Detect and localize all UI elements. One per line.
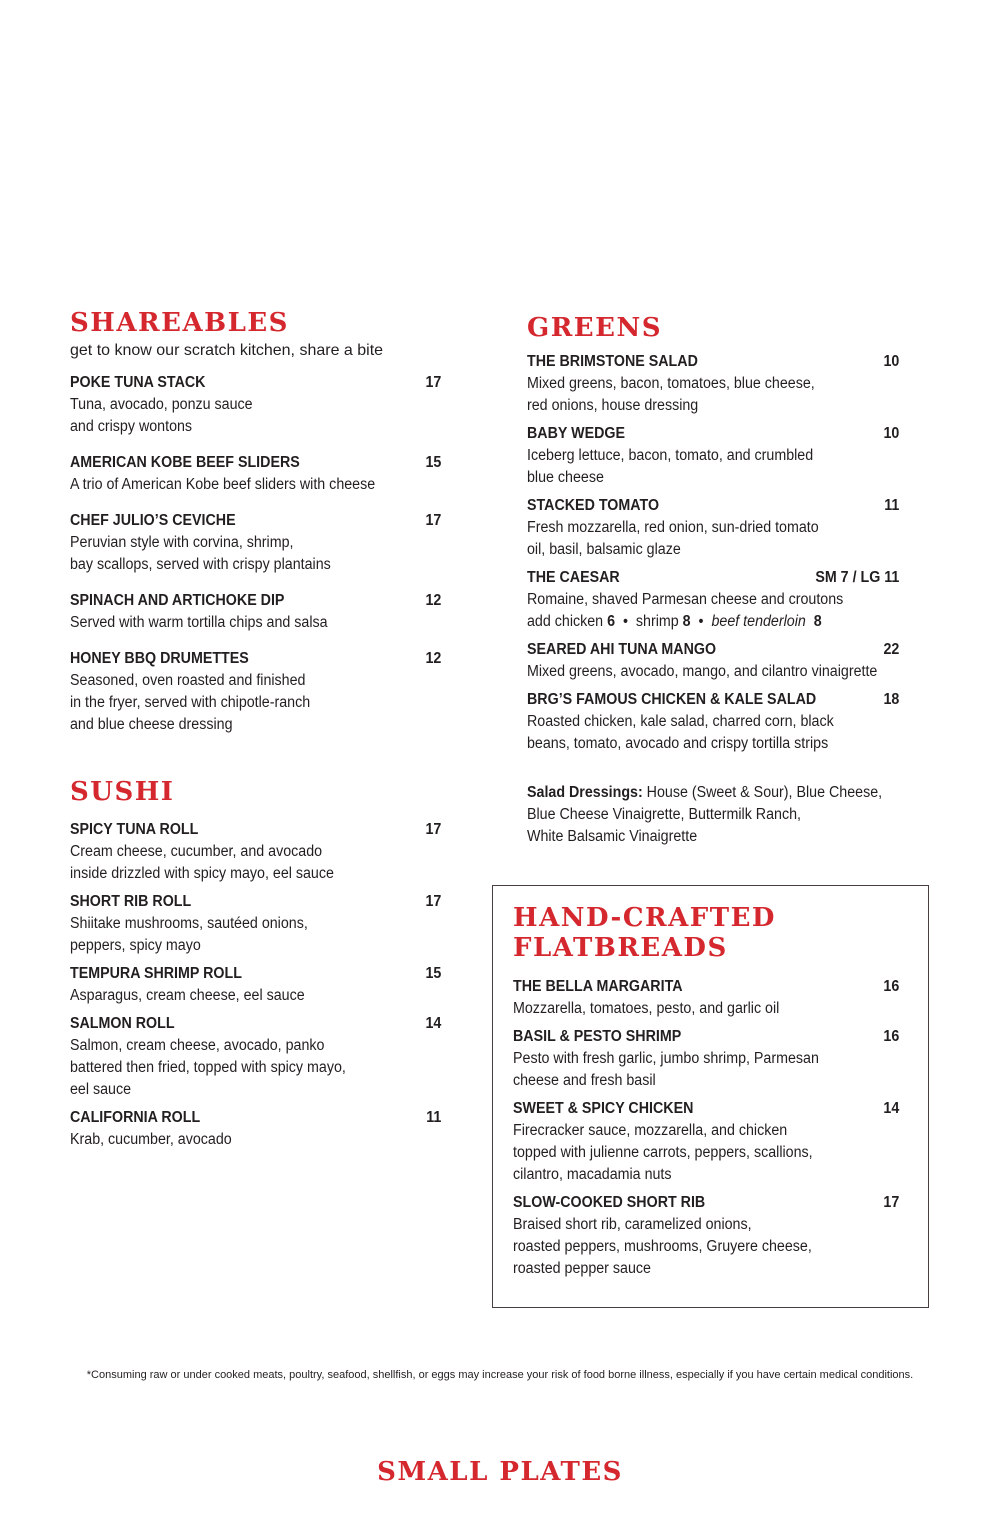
item-description: Mozzarella, tomatoes, pesto, and garlic oil <box>513 1000 780 1017</box>
dressings-label: Salad Dressings: <box>527 784 643 801</box>
item-description: and blue cheese dressing <box>70 716 233 733</box>
item-name: SALMON ROLL <box>70 1015 175 1032</box>
item-description: topped with julienne carrots, peppers, scallions, <box>513 1144 813 1161</box>
item-description: Mixed greens, bacon, tomatoes, blue cheese, <box>527 375 815 392</box>
item-price: 11 <box>426 1109 442 1126</box>
section-title: SHAREABLES <box>70 308 289 338</box>
item-description: Krab, cucumber, avocado <box>70 1131 232 1148</box>
dressings-text: House (Sweet & Sour), Blue Cheese, <box>646 784 883 801</box>
item-name: AMERICAN KOBE BEEF SLIDERS <box>70 454 300 471</box>
item-description: Salmon, cream cheese, avocado, panko <box>70 1037 325 1054</box>
item-price: 17 <box>425 374 442 391</box>
section-title: HAND-CRAFTED <box>513 903 776 933</box>
menu-item <box>70 510 442 576</box>
item-name: THE BRIMSTONE SALAD <box>527 353 698 370</box>
item-description: Iceberg lettuce, bacon, tomato, and crumbled <box>527 447 814 464</box>
item-price: 10 <box>883 425 900 442</box>
menu-item <box>527 351 900 417</box>
item-price: 15 <box>425 965 442 982</box>
menu-item <box>527 495 900 561</box>
item-price: 18 <box>883 691 900 708</box>
item-description: inside drizzled with spicy mayo, eel sauce <box>70 865 334 882</box>
menu-item <box>70 891 442 957</box>
item-description: in the fryer, served with chipotle-ranch <box>70 694 311 711</box>
menu-item <box>70 819 442 885</box>
item-price: 11 <box>884 497 900 514</box>
item-name: TEMPURA SHRIMP ROLL <box>70 965 242 982</box>
menu-item <box>513 1098 900 1186</box>
item-name: CHEF JULIO’S CEVICHE <box>70 512 236 529</box>
section-title: SMALL PLATES <box>377 1457 623 1487</box>
item-description: Mixed greens, avocado, mango, and cilantro vinaigrette <box>527 663 878 680</box>
item-description: Served with warm tortilla chips and salsa <box>70 614 328 631</box>
item-price: 17 <box>883 1194 900 1211</box>
item-description: Roasted chicken, kale salad, charred corn, black <box>527 713 834 730</box>
menu-item <box>527 639 900 683</box>
item-name: HONEY BBQ DRUMETTES <box>70 650 249 667</box>
item-description: oil, basil, balsamic glaze <box>527 541 681 558</box>
item-price: 17 <box>425 821 442 838</box>
menu-item <box>70 1107 442 1151</box>
section-title: FLATBREADS <box>513 933 728 963</box>
menu-item <box>527 567 900 633</box>
item-description: cilantro, macadamia nuts <box>513 1166 672 1183</box>
item-price: 14 <box>425 1015 442 1032</box>
item-price: 10 <box>883 353 900 370</box>
item-description: peppers, spicy mayo <box>70 937 201 954</box>
item-price: 22 <box>883 641 900 658</box>
item-description: and crispy wontons <box>70 418 193 435</box>
item-description: Seasoned, oven roasted and finished <box>70 672 306 689</box>
item-description: A trio of American Kobe beef sliders with cheese <box>70 476 376 493</box>
item-price: 16 <box>883 978 900 995</box>
health-disclaimer: *Consuming raw or under cooked meats, poultry, seafood, shellfish, or eggs may increase your risk of food borne illness, especially if you have certain medical conditions. <box>86 1369 914 1381</box>
item-description: Firecracker sauce, mozzarella, and chicken <box>513 1122 788 1139</box>
dressings-text: Blue Cheese Vinaigrette, Buttermilk Ranch, <box>527 806 802 823</box>
menu-item <box>70 372 442 438</box>
item-description: Peruvian style with corvina, shrimp, <box>70 534 294 551</box>
item-description: cheese and fresh basil <box>513 1072 656 1089</box>
menu-item <box>70 1013 442 1101</box>
item-description: beans, tomato, avocado and crispy tortilla strips <box>527 735 829 752</box>
item-price: 17 <box>425 893 442 910</box>
item-price: SM 7 / LG 11 <box>815 569 900 586</box>
item-description: battered then fried, topped with spicy mayo, <box>70 1059 346 1076</box>
item-price: 12 <box>425 592 442 609</box>
item-price: 16 <box>883 1028 900 1045</box>
menu-item <box>527 423 900 489</box>
flatbreads-section <box>513 903 900 1280</box>
item-name: THE BELLA MARGARITA <box>513 978 683 995</box>
item-description: Fresh mozzarella, red onion, sun-dried tomato <box>527 519 819 536</box>
menu-item <box>70 452 442 496</box>
item-description: Tuna, avocado, ponzu sauce <box>70 396 253 413</box>
salad-dressings <box>527 782 900 848</box>
item-price: 17 <box>425 512 442 529</box>
item-name: SPICY TUNA ROLL <box>70 821 199 838</box>
item-name: POKE TUNA STACK <box>70 374 206 391</box>
item-price: 12 <box>425 650 442 667</box>
bullet-icon: • <box>622 613 628 630</box>
section-tagline: get to know our scratch kitchen, share a bite <box>70 342 384 359</box>
item-name: THE CAESAR <box>527 569 620 586</box>
item-description: Asparagus, cream cheese, eel sauce <box>70 987 305 1004</box>
item-name: BABY WEDGE <box>527 425 625 442</box>
item-description: roasted peppers, mushrooms, Gruyere cheese, <box>513 1238 812 1255</box>
item-price: 15 <box>425 454 442 471</box>
item-description: bay scallops, served with crispy plantains <box>70 556 331 573</box>
section-title: SUSHI <box>70 777 175 807</box>
item-name: SLOW-COOKED SHORT RIB <box>513 1194 706 1211</box>
caesar-addons: add chicken 6 • shrimp 8 • beef tenderloin 8 <box>527 613 822 630</box>
menu-item <box>70 963 442 1007</box>
item-description: red onions, house dressing <box>527 397 699 414</box>
greens-section <box>527 313 900 755</box>
shareables-section <box>70 308 442 736</box>
item-name: SPINACH AND ARTICHOKE DIP <box>70 592 285 609</box>
menu-item <box>70 590 442 634</box>
item-name: BRG’S FAMOUS CHICKEN & KALE SALAD <box>527 691 817 708</box>
item-name: STACKED TOMATO <box>527 497 660 514</box>
item-description: Braised short rib, caramelized onions, <box>513 1216 752 1233</box>
menu-item <box>513 976 900 1020</box>
menu-item <box>513 1026 900 1092</box>
item-name: BASIL & PESTO SHRIMP <box>513 1028 682 1045</box>
item-name: SEARED AHI TUNA MANGO <box>527 641 717 658</box>
menu-item <box>513 1192 900 1280</box>
dressings-text: White Balsamic Vinaigrette <box>527 828 698 845</box>
item-description: eel sauce <box>70 1081 132 1098</box>
item-name: SHORT RIB ROLL <box>70 893 192 910</box>
sushi-section <box>70 777 442 1151</box>
item-description: Cream cheese, cucumber, and avocado <box>70 843 323 860</box>
menu-item <box>527 689 900 755</box>
item-description: Shiitake mushrooms, sautéed onions, <box>70 915 308 932</box>
item-description: Pesto with fresh garlic, jumbo shrimp, Parmesan <box>513 1050 819 1067</box>
item-name: SWEET & SPICY CHICKEN <box>513 1100 694 1117</box>
item-name: CALIFORNIA ROLL <box>70 1109 201 1126</box>
small-plates-heading <box>0 1457 1000 1487</box>
menu-item <box>70 648 442 736</box>
bullet-icon: • <box>698 613 704 630</box>
item-description: roasted pepper sauce <box>513 1260 651 1277</box>
item-description: blue cheese <box>527 469 604 486</box>
section-title: GREENS <box>527 313 662 343</box>
item-price: 14 <box>883 1100 900 1117</box>
item-description: Romaine, shaved Parmesan cheese and croutons <box>527 591 844 608</box>
